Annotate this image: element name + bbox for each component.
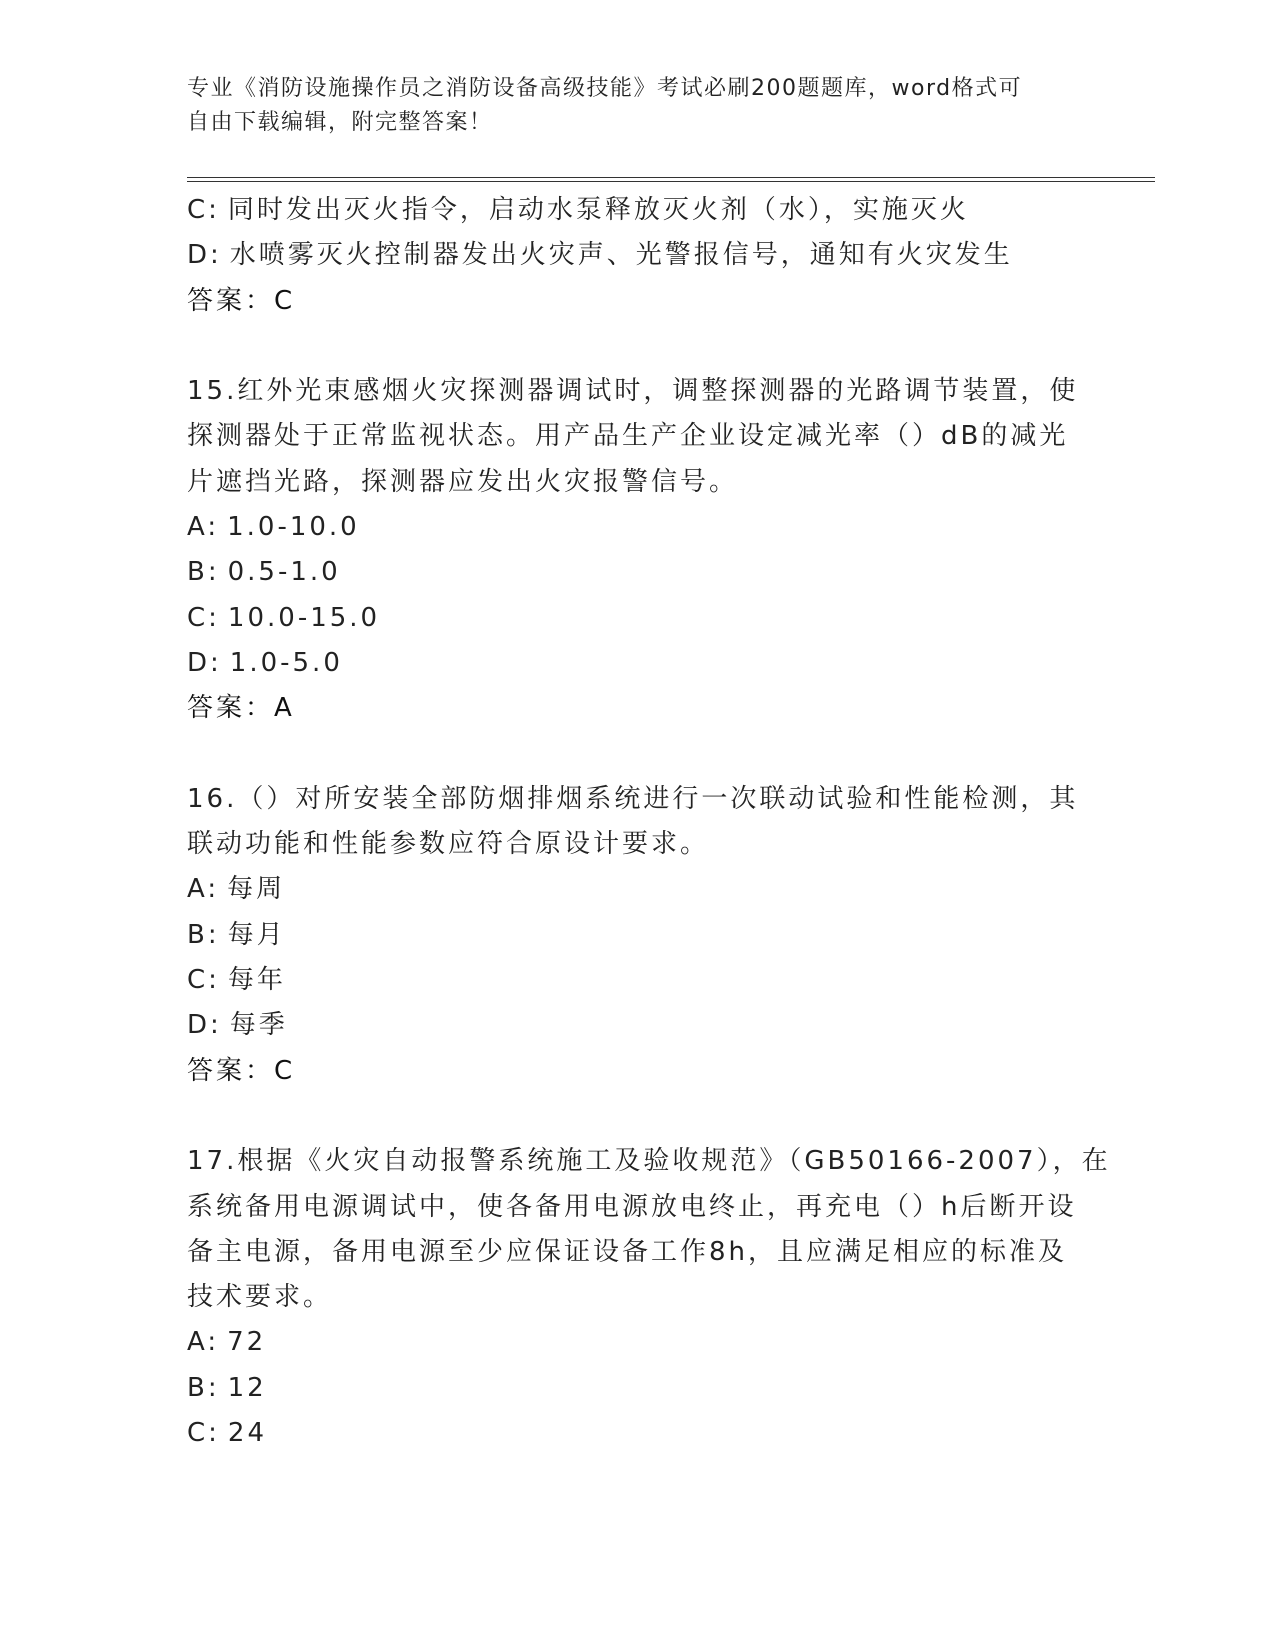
question-stem-line: 联动功能和性能参数应符合原设计要求。 [187,829,710,860]
option-key: B: [187,1372,220,1403]
option-a [187,1320,1087,1365]
option-text: 1.0-10.0 [227,512,360,543]
option-b [187,1366,1087,1411]
option-text: 10.0-15.0 [227,602,381,633]
header-divider [187,177,1155,182]
option-text: 72 [227,1327,267,1358]
option-key: B: [187,919,220,950]
option-c [187,958,1087,1003]
option-text: 同时发出灭火指令，启动水泵释放灭火剂（水），实施灭火 [227,195,969,225]
option-c [187,188,1087,233]
option-key: A: [187,874,220,905]
option-c [187,596,1087,641]
option-a [187,867,1087,912]
header-line-1: 专业《消防设施操作员之消防设备高级技能》考试必刷200题题库，word格式可 [187,76,1023,101]
option-key: D: [187,1010,222,1041]
answer-line: 答案：A [187,693,295,724]
question-14-tail [187,188,1087,324]
spacer [187,732,1087,777]
spacer [187,1094,1087,1139]
option-text: 每周 [227,874,286,905]
header-line-2: 自由下载编辑，附完整答案！ [187,110,493,135]
question-stem-line: 系统备用电源调试中，使各备用电源放电终止，再充电（）h后断开设 [187,1191,1077,1222]
option-key: D: [187,647,222,678]
spacer [187,324,1087,369]
option-c [187,1411,1087,1456]
option-key: A: [187,512,220,543]
question-stem-line: 技术要求。 [187,1282,333,1313]
question-content [187,188,1111,1456]
option-key: C: [187,1418,220,1449]
option-text: 水喷雾灭火控制器发出火灾声、光警报信号，通知有火灾发生 [229,240,1013,271]
option-a [187,505,1087,550]
option-text: 每季 [229,1010,288,1041]
question-stem-line: 15.红外光束感烟火灾探测器调试时，调整探测器的光路调节装置，使 [187,376,1079,407]
option-d [187,641,1087,686]
option-key: D: [187,240,222,271]
option-b [187,550,1087,595]
answer-line: 答案：C [187,285,296,316]
option-text: 0.5-1.0 [227,557,341,588]
question-stem-line: 片遮挡光路，探测器应发出火灾报警信号。 [187,466,739,497]
question-stem-line: 16.（）对所安装全部防烟排烟系统进行一次联动试验和性能检测，其 [187,783,1079,814]
question-15 [187,369,1087,731]
option-key: C: [187,602,220,633]
option-text: 每年 [227,965,286,996]
question-stem-line: 17.根据《火灾自动报警系统施工及验收规范》（GB50166-2007），在 [187,1146,1111,1177]
option-key: A: [187,1327,220,1358]
option-key: B: [187,557,220,588]
option-text: 24 [227,1418,268,1449]
question-17 [187,1139,1111,1456]
option-text: 每月 [227,919,286,950]
option-d [187,233,1087,278]
option-key: C: [187,195,220,225]
option-b [187,913,1087,958]
answer-line: 答案：C [187,1055,296,1086]
option-text: 12 [227,1372,267,1403]
option-key: C: [187,965,220,996]
question-16 [187,777,1087,1094]
option-d [187,1003,1087,1048]
question-stem-line: 备主电源，备用电源至少应保证设备工作8h，且应满足相应的标准及 [187,1236,1068,1267]
option-text: 1.0-5.0 [229,647,343,678]
page-header [187,72,1087,140]
question-stem-line: 探测器处于正常监视状态。用产品生产企业设定减光率（）dB的减光 [187,421,1069,452]
